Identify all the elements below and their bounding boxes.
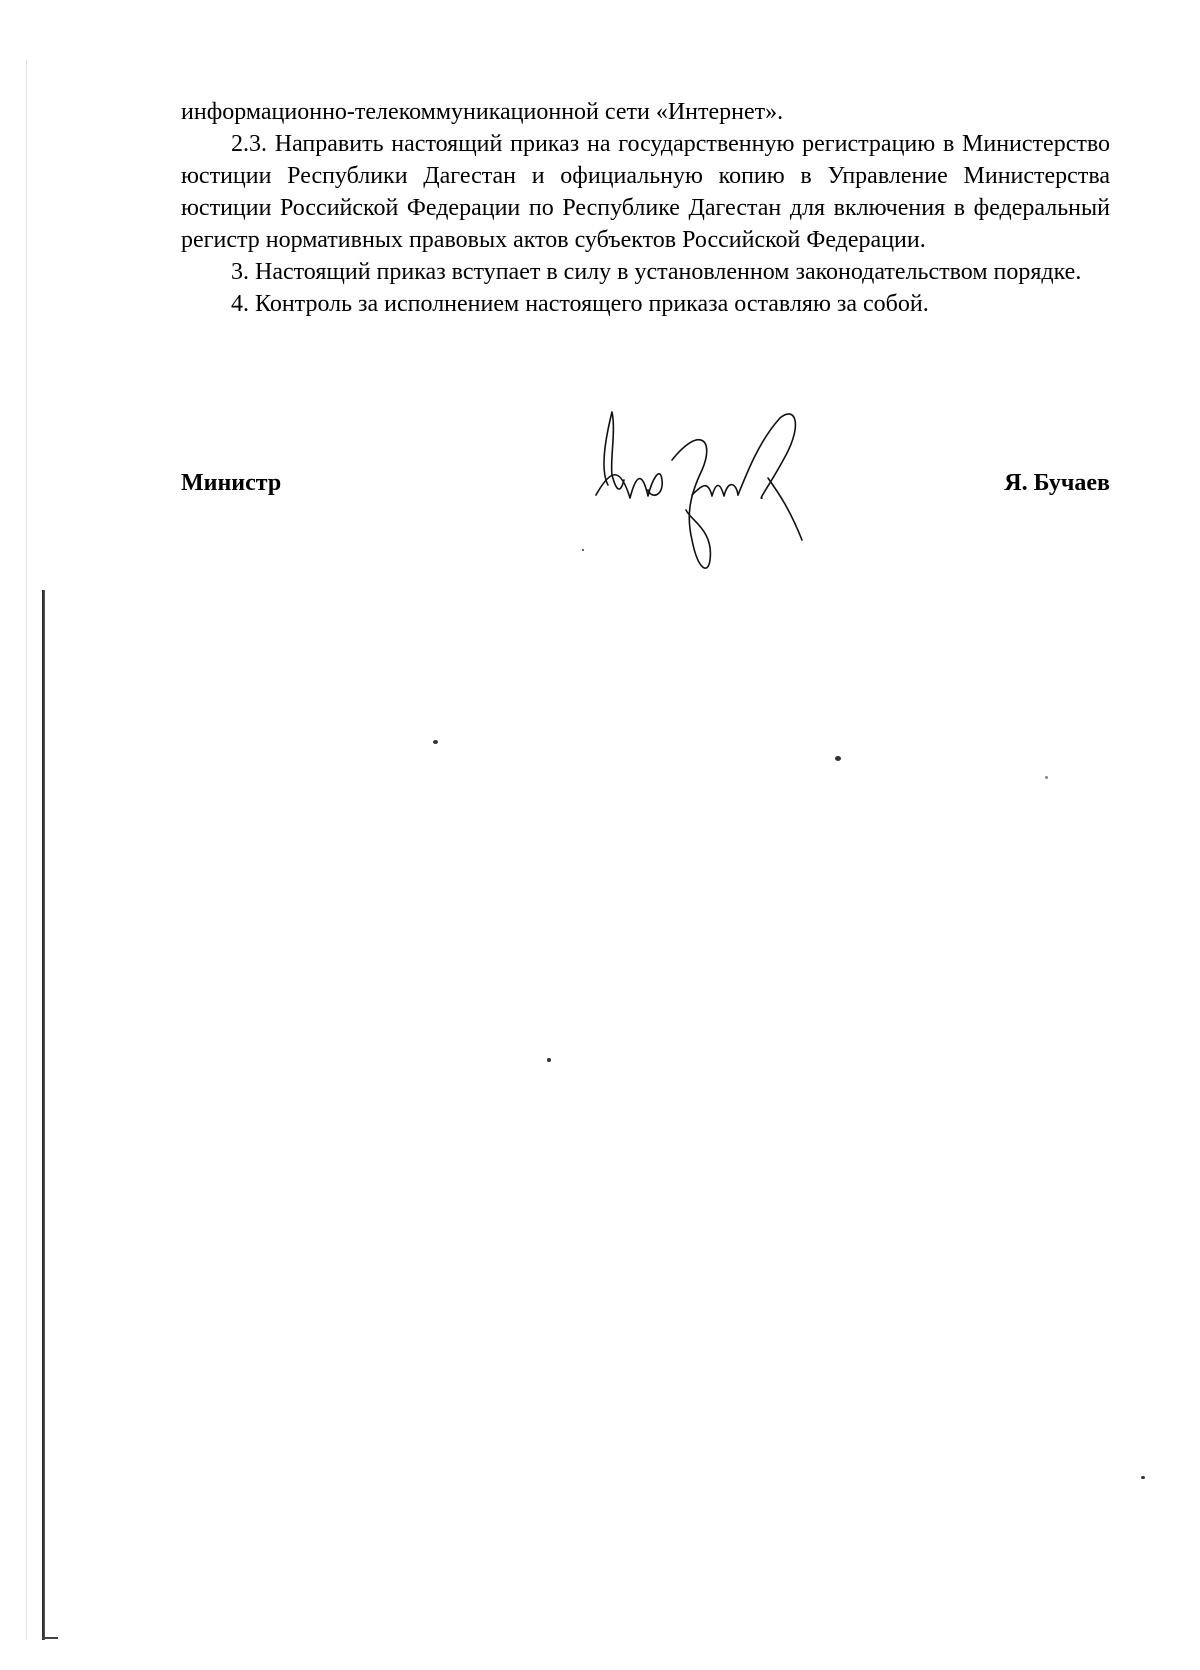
scan-speck bbox=[835, 756, 841, 761]
scan-speck bbox=[1141, 1476, 1145, 1479]
scan-speck bbox=[582, 549, 584, 551]
handwritten-signature-icon bbox=[590, 400, 830, 600]
scan-speck bbox=[1045, 776, 1048, 779]
paragraph-2-3: 2.3. Направить настоящий приказ на государственную регистрацию в Министерство юстиции Республики Дагестан и официальную копию в Управление Министерства юстиции Российской Федерации по Республике Дагестан для включения в федеральный регистр нормативных правовых актов субъектов Российской Федерации. bbox=[181, 131, 1110, 253]
document-body bbox=[181, 96, 1110, 320]
paragraph-4: 4. Контроль за исполнением настоящего приказа оставляю за собой. bbox=[231, 291, 929, 317]
scan-binding-edge bbox=[42, 590, 45, 1640]
signatory-name: Я. Бучаев bbox=[1004, 470, 1110, 496]
scan-edge-faint bbox=[26, 60, 27, 1640]
scan-speck bbox=[433, 740, 438, 744]
scan-binding-edge-foot bbox=[42, 1637, 58, 1639]
signatory-role: Министр bbox=[181, 470, 282, 496]
scan-speck bbox=[547, 1058, 551, 1062]
paragraph-continuation: информационно-телекоммуникационной сети «Интернет». bbox=[181, 99, 784, 125]
paragraph-3: 3. Настоящий приказ вступает в силу в установленном законодательством порядке. bbox=[231, 259, 1082, 285]
